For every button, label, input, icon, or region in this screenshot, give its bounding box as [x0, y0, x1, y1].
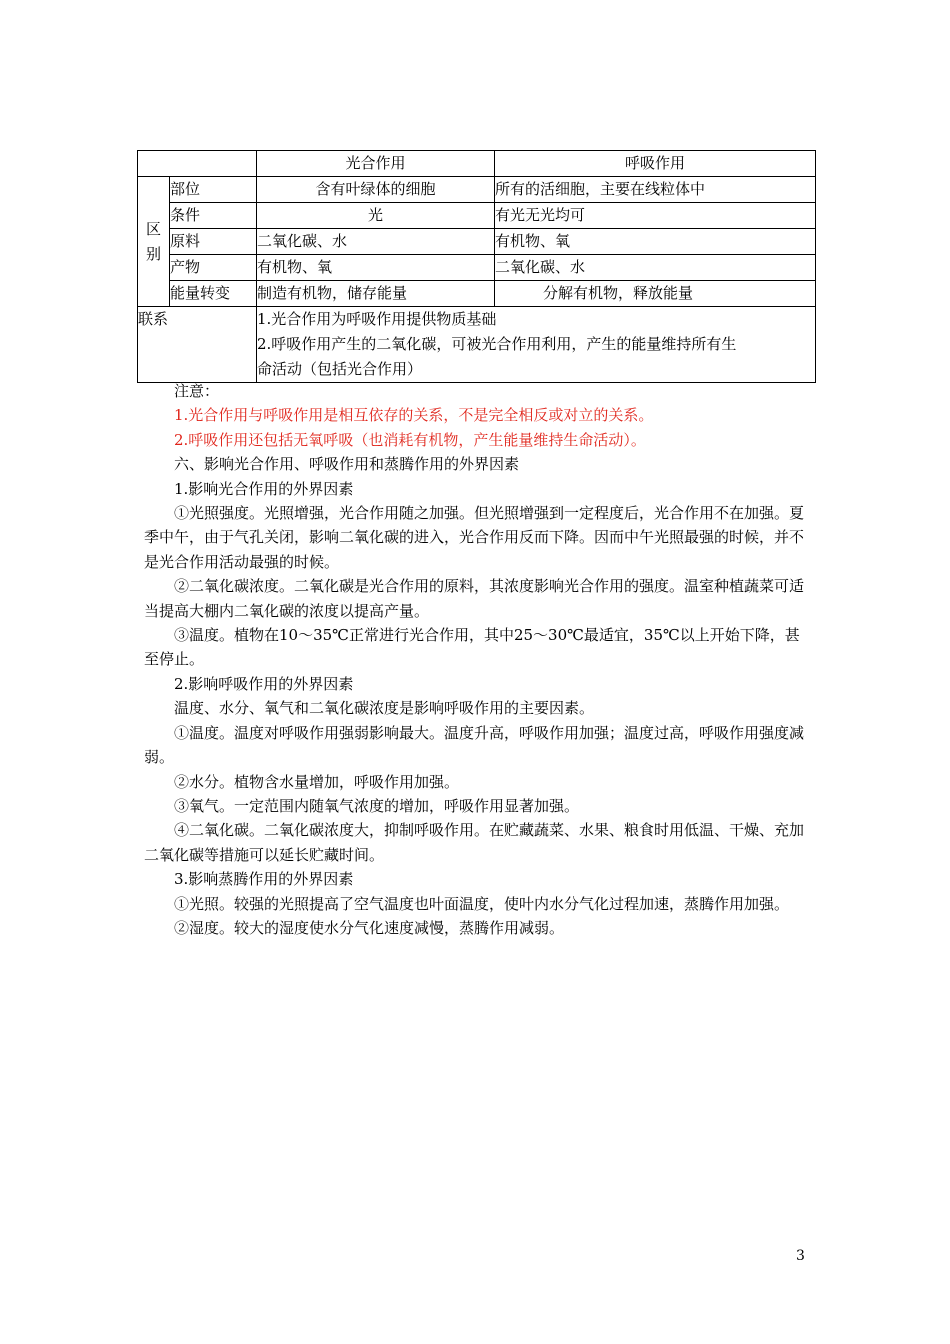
paragraph: ①光照强度。光照增强，光合作用随之加强。但光照增强到一定程度后，光合作用不在加强。夏季中午，由于气孔关闭，影响二氧化碳的进入，光合作用反而下降。因而中午光照最强的时候，并不是光合作用活动最强的时候。 — [144, 504, 805, 571]
paragraph: ③温度。植物在10～35℃正常进行光合作用，其中25～30℃最适宜，35℃以上开始下降，甚至停止。 — [144, 626, 800, 669]
cell-photosynthesis: 二氧化碳、水 — [257, 229, 495, 255]
paragraph: ①温度。温度对呼吸作用强弱影响最大。温度升高，呼吸作用加强；温度过高，呼吸作用强度减弱。 — [144, 723, 805, 767]
table-row — [138, 177, 816, 203]
note-item: 2.呼吸作用还包括无氧呼吸（也消耗有机物，产生能量维持生命活动）。 — [174, 430, 646, 449]
table-row — [138, 229, 816, 255]
section-heading: 六、影响光合作用、呼吸作用和蒸腾作用的外界因素 — [174, 455, 520, 474]
cell-photosynthesis: 制造有机物，储存能量 — [257, 281, 495, 307]
connection-line: 1.光合作用为呼吸作用提供物质基础 — [257, 310, 497, 328]
paragraph: ①光照。较强的光照提高了空气温度也叶面温度，使叶内水分气化过程加速，蒸腾作用加强。 — [174, 894, 790, 913]
cell-photosynthesis: 光 — [257, 203, 495, 229]
paragraph: ②湿度。较大的湿度使水分气化速度减慢，蒸腾作用减弱。 — [174, 918, 565, 937]
connection-line: 命活动（包括光合作用） — [257, 360, 423, 378]
connection-line: 2.呼吸作用产生的二氧化碳，可被光合作用利用，产生的能量维持所有生 — [257, 335, 737, 353]
note-heading: 注意： — [174, 382, 220, 400]
comparison-table — [137, 150, 816, 383]
paragraph: ④二氧化碳。二氧化碳浓度大，抑制呼吸作用。在贮藏蔬菜、水果、粮食时用低温、干燥、充加二氧化碳等措施可以延长贮藏时间。 — [144, 821, 805, 864]
table-header-row — [138, 151, 816, 177]
group-label-difference — [138, 177, 170, 307]
subsection-heading: 2.影响呼吸作用的外界因素 — [174, 674, 354, 693]
cell-respiration: 有光无光均可 — [495, 203, 816, 229]
cell-respiration: 有机物、氧 — [495, 229, 816, 255]
note-item: 1.光合作用与呼吸作用是相互依存的关系，不是完全相反或对立的关系。 — [174, 406, 654, 425]
paragraph: ③氧气。一定范围内随氧气浓度的增加，呼吸作用显著加强。 — [174, 796, 580, 815]
table-row — [138, 281, 816, 307]
paragraph: 温度、水分、氧气和二氧化碳浓度是影响呼吸作用的主要因素。 — [174, 699, 595, 718]
paragraph: ②二氧化碳浓度。二氧化碳是光合作用的原料，其浓度影响光合作用的强度。温室种植蔬菜可适当提高大棚内二氧化碳的浓度以提高产量。 — [144, 577, 805, 620]
row-label: 原料 — [170, 229, 257, 255]
row-label: 产物 — [170, 255, 257, 281]
table-header-respiration: 呼吸作用 — [495, 151, 816, 177]
cell-respiration: 分解有机物，释放能量 — [495, 281, 816, 307]
cell-respiration: 所有的活细胞，主要在线粒体中 — [495, 177, 816, 203]
cell-photosynthesis: 含有叶绿体的细胞 — [257, 177, 495, 203]
body-text — [144, 379, 808, 940]
page-number: 3 — [796, 1248, 805, 1264]
table-row — [138, 203, 816, 229]
group-label-char: 别 — [145, 244, 161, 263]
row-label: 能量转变 — [170, 281, 257, 307]
cell-photosynthesis: 有机物、氧 — [257, 255, 495, 281]
table-header-photosynthesis: 光合作用 — [257, 151, 495, 177]
subsection-heading: 1.影响光合作用的外界因素 — [174, 479, 354, 498]
cell-respiration: 二氧化碳、水 — [495, 255, 816, 281]
row-label: 部位 — [170, 177, 257, 203]
connection-row — [138, 307, 816, 383]
subsection-heading: 3.影响蒸腾作用的外界因素 — [174, 870, 354, 889]
connection-content — [257, 307, 816, 383]
row-label: 条件 — [170, 203, 257, 229]
table-header-empty — [138, 151, 257, 177]
table-row — [138, 255, 816, 281]
paragraph: ②水分。植物含水量增加，呼吸作用加强。 — [174, 772, 460, 791]
connection-label: 联系 — [138, 307, 257, 383]
group-label-char: 区 — [145, 219, 161, 238]
